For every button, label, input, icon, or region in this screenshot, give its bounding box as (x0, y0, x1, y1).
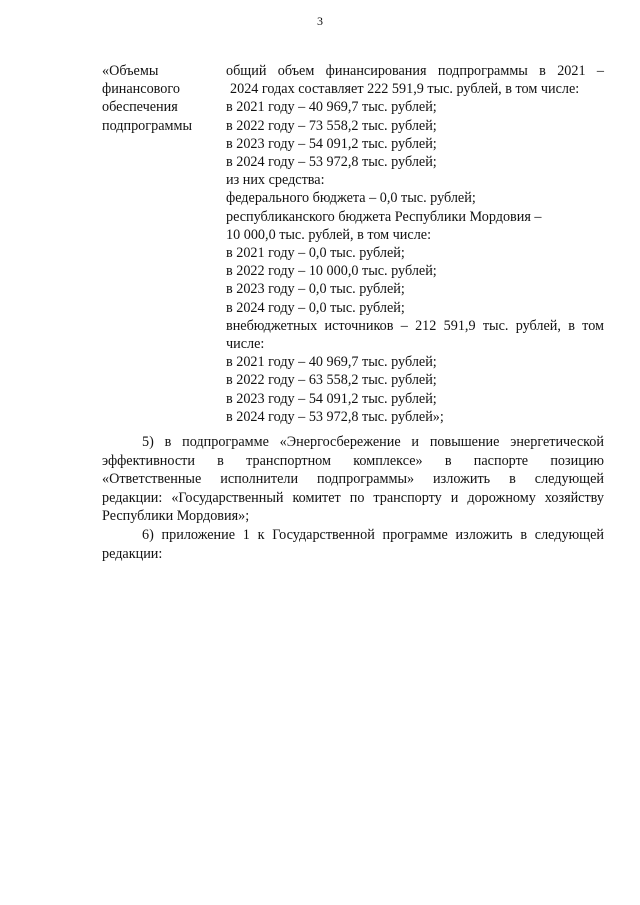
value-line: федерального бюджета – 0,0 тыс. рублей; (226, 190, 476, 207)
label-line: обеспечения (102, 99, 178, 116)
paragraph-line: Республики Мордовия»; (102, 508, 250, 525)
value-line: в 2022 году – 10 000,0 тыс. рублей; (226, 263, 437, 280)
paragraph-line: «Ответственные исполнители подпрограммы» изложить в следующей (102, 471, 604, 488)
value-line: в 2023 году – 54 091,2 тыс. рублей; (226, 135, 437, 152)
value-line: числе: (226, 336, 265, 353)
value-line: в 2024 году – 0,0 тыс. рублей; (226, 299, 405, 316)
label-line: «Объемы (102, 63, 159, 79)
value-line: в 2022 году – 73 558,2 тыс. рублей; (226, 117, 437, 134)
paragraph-line: 6) приложение 1 к Государственной программе изложить в следующей (142, 527, 604, 543)
value-line: из них средства: (226, 172, 325, 189)
passport-financing-row (102, 62, 604, 426)
page-number: 3 (317, 14, 323, 28)
value-line: в 2024 году – 53 972,8 тыс. рублей»; (226, 408, 444, 425)
paragraph-line: редакции: (102, 545, 163, 562)
value-line: в 2024 году – 53 972,8 тыс. рублей; (226, 154, 437, 171)
value-line: 10 000,0 тыс. рублей, в том числе: (226, 226, 432, 243)
value-line: в 2021 году – 0,0 тыс. рублей; (226, 245, 405, 262)
value-line: 2024 годах составляет 222 591,9 тыс. рублей, в том числе: (230, 81, 580, 98)
paragraph-line: редакции: «Государственный комитет по транспорту и дорожному хозяйству (102, 489, 604, 506)
label-line: финансового (102, 81, 180, 98)
paragraph-item-6 (102, 526, 604, 563)
value-line: в 2021 году – 40 969,7 тыс. рублей; (226, 354, 437, 371)
value-line: республиканского бюджета Республики Мордовия – (226, 208, 542, 225)
passport-row-value (226, 62, 604, 426)
paragraph-line: эффективности в транспортном комплексе» в паспорте позицию (102, 452, 604, 469)
paragraph-item-5 (102, 433, 604, 526)
value-line: в 2023 году – 54 091,2 тыс. рублей; (226, 390, 437, 407)
paragraph-line: 5) в подпрограмме «Энергосбережение и повышение энергетической (142, 434, 604, 450)
value-line: общий объем финансирования подпрограммы в 2021 – (226, 63, 604, 79)
value-line: в 2022 году – 63 558,2 тыс. рублей; (226, 372, 437, 389)
value-line: в 2021 году – 40 969,7 тыс. рублей; (226, 99, 437, 116)
label-line: подпрограммы (102, 117, 192, 134)
value-line: в 2023 году – 0,0 тыс. рублей; (226, 281, 405, 298)
passport-row-label (102, 62, 226, 426)
value-line: внебюджетных источников – 212 591,9 тыс. рублей, в том (226, 317, 604, 334)
